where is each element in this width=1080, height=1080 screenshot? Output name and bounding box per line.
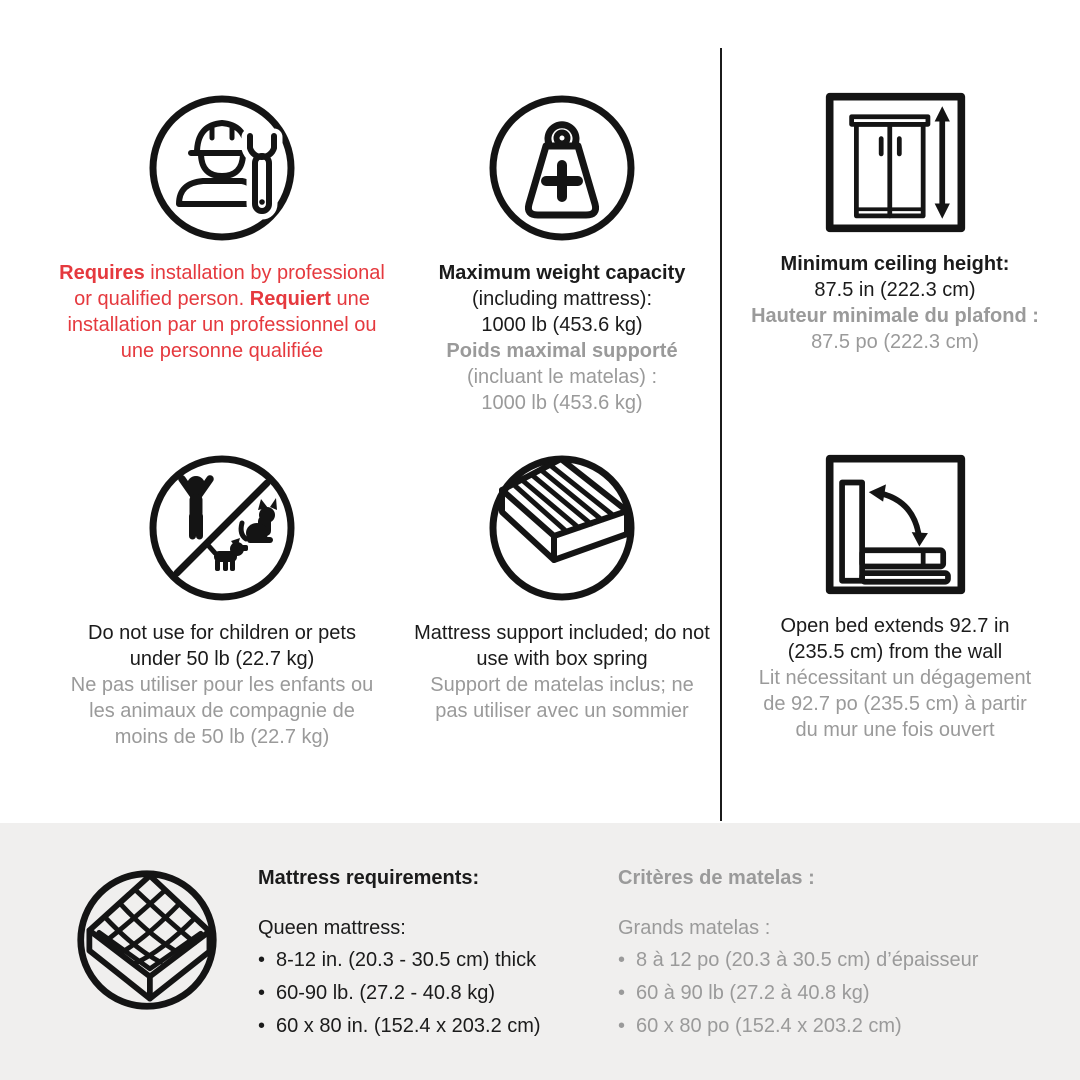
max-weight-line-en-2: 1000 lb (453.6 kg): [481, 314, 643, 336]
mattress-requirements-sub-fr: Grands matelas :: [618, 917, 771, 939]
mattress-requirements-band: [0, 823, 1080, 1080]
max-weight-title-fr: Poids maximal supporté: [446, 340, 678, 362]
no-children-pets-icon: [146, 452, 298, 604]
mattress-requirements-en: [258, 865, 598, 1043]
cell-mattress-support: [412, 452, 712, 724]
list-item: • 60 x 80 in. (152.4 x 203.2 cm): [258, 1010, 598, 1043]
list-item: • 60 à 90 lb (27.2 à 40.8 kg): [618, 977, 1068, 1010]
open-bed-text-fr: Lit nécessitant un dégagement de 92.7 po (235.5 cm) à partir du mur une fois ouvert: [758, 667, 1032, 741]
cell-ceiling-height: [735, 90, 1055, 355]
slat-support-icon: [486, 452, 638, 604]
installation-fr-lead: Requiert: [249, 288, 331, 310]
list-item: • 60-90 lb. (27.2 - 40.8 kg): [258, 977, 598, 1010]
list-item: • 8-12 in. (20.3 - 30.5 cm) thick: [258, 944, 598, 977]
installer-icon: [146, 92, 298, 244]
ceiling-title-en: Minimum ceiling height:: [780, 253, 1010, 275]
max-weight-title-en: Maximum weight capacity: [438, 262, 686, 284]
cell-open-bed: [755, 452, 1035, 743]
weight-plus-icon: [486, 92, 638, 244]
installation-text: [57, 260, 387, 364]
ceiling-line-en: 87.5 in (222.3 cm): [814, 279, 976, 301]
open-bed-text-en: Open bed extends 92.7 in (235.5 cm) from the wall: [780, 615, 1010, 663]
mattress-requirements-title-fr: Critères de matelas :: [618, 867, 815, 889]
max-weight-line-en-1: (including mattress):: [471, 288, 653, 310]
no-children-text-fr: Ne pas utiliser pour les enfants ou les animaux de compagnie de moins de 50 lb (22.7 kg): [70, 674, 374, 748]
mattress-requirements-title-en: Mattress requirements:: [258, 867, 480, 889]
mattress-requirements-list-en: [258, 944, 598, 1043]
mattress-support-text-en: Mattress support included; do not use with box spring: [414, 622, 710, 670]
mattress-icon: [74, 867, 220, 1013]
max-weight-line-fr-2: 1000 lb (453.6 kg): [481, 392, 643, 414]
cell-no-children-pets: [61, 452, 383, 750]
installation-en-lead: Requires: [59, 262, 145, 284]
ceiling-title-fr: Hauteur minimale du plafond :: [751, 305, 1039, 327]
cell-max-weight: [402, 92, 722, 416]
mattress-support-text-fr: Support de matelas inclus; ne pas utiliser avec un sommier: [430, 674, 694, 722]
installation-fr-text: une installation par un professionnel ou une personne qualifiée: [67, 288, 377, 362]
cell-installation: [57, 92, 387, 364]
mattress-requirements-fr: [618, 865, 1068, 1043]
mattress-requirements-list-fr: [618, 944, 1068, 1043]
ceiling-height-icon: [823, 90, 968, 235]
open-bed-icon: [823, 452, 968, 597]
installation-en-text: installation by professional or qualified person.: [74, 262, 385, 310]
no-children-text-en: Do not use for children or pets under 50 lb (22.7 kg): [88, 622, 356, 670]
max-weight-line-fr-1: (incluant le matelas) :: [466, 366, 658, 388]
list-item: • 8 à 12 po (20.3 à 30.5 cm) d’épaisseur: [618, 944, 1068, 977]
ceiling-line-fr: 87.5 po (222.3 cm): [811, 331, 979, 353]
mattress-requirements-sub-en: Queen mattress:: [258, 917, 406, 939]
list-item: • 60 x 80 po (152.4 x 203.2 cm): [618, 1010, 1068, 1043]
